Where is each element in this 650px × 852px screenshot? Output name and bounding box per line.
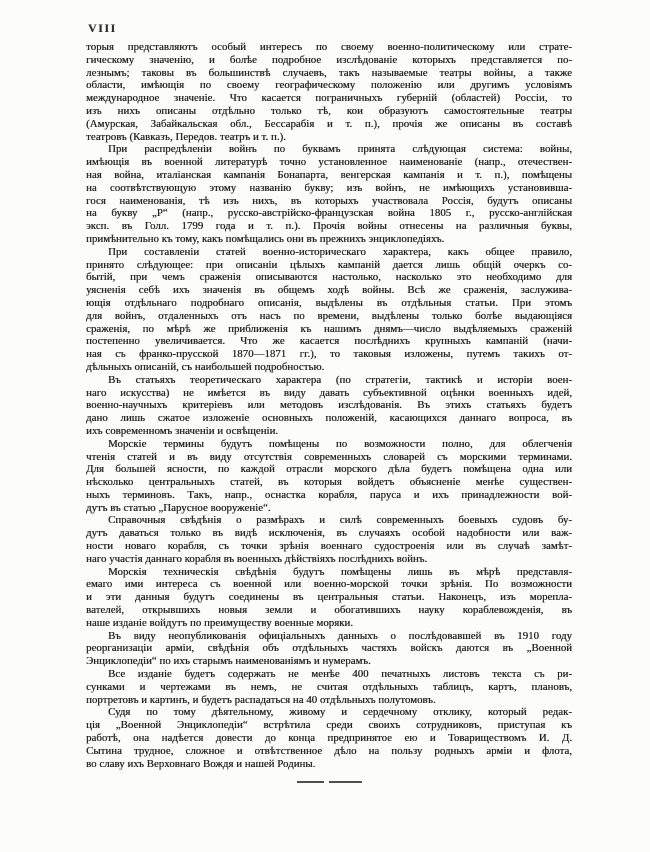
text-line: Для большей ясности, по каждой отрасли морского дѣла будетъ помѣщена одна или bbox=[86, 463, 572, 476]
text-line: ная съ франко-прусской 1870—1871 гг.), то таковыя изложены, путемъ такихъ от- bbox=[86, 348, 572, 361]
text-line: сунками и чертежами въ немъ, не считая отдѣльныхъ таблицъ, картъ, плановъ, bbox=[86, 680, 572, 693]
text-line: изъ нихъ описаны отдѣльно только тѣ, кои образуютъ самостоятельные театры bbox=[86, 104, 572, 117]
text-line: лезнымъ; таковы въ большинствѣ случаевъ, такъ называемые театры войны, а также bbox=[86, 66, 572, 79]
text-line: Судя по тому дѣятельному, живому и сердечному отклику, который редак- bbox=[108, 706, 572, 719]
text-line: дутъ въ статью „Парусное вооруженіе“. bbox=[86, 501, 271, 514]
text-line: и эти данныя будутъ соединены въ центральныя статьи. Наконецъ, изъ морепла- bbox=[86, 591, 572, 604]
text-line: Все изданіе будетъ содержать не менѣе 400 печатныхъ листовъ текста съ ри- bbox=[108, 668, 572, 681]
paragraph bbox=[86, 566, 572, 630]
text-line: уясненія себѣ ихъ значенія въ общемъ ходѣ войны. Всѣ же сраженія, заслужива- bbox=[86, 284, 572, 297]
text-line: реорганизаціи арміи, свѣдѣнія объ отдѣльныхъ частяхъ войскъ даются въ „Военной bbox=[86, 642, 572, 655]
text-line: Сытина трудное, сложное и отвѣтственное дѣло на пользу родныхъ арміи и флота, bbox=[86, 744, 572, 757]
section-divider bbox=[86, 781, 572, 783]
paragraph bbox=[86, 246, 572, 374]
text-line: Морскія техническія свѣдѣнія будутъ помѣщены лишь въ мѣрѣ представля- bbox=[108, 565, 572, 578]
text-line: постепенно увеличивается. Что же касается послѣднихъ крупныхъ кампаній (начи- bbox=[86, 335, 572, 348]
paragraph bbox=[86, 41, 572, 143]
text-line: гося наименованія, тѣ изъ нихъ, въ которыхъ участвовала Россія, будутъ описаны bbox=[86, 194, 572, 207]
text-line: ности новаго корабля, съ точки зрѣнія военнаго судостроенія или въ случаѣ замѣт- bbox=[86, 540, 572, 553]
text-line: наше изданіе войдутъ по преимуществу военные моряки. bbox=[86, 616, 354, 629]
text-line: нѣсколько центральныхъ статей, въ которыя войдетъ объясненіе менѣе существен- bbox=[86, 476, 572, 489]
text-line: гическому значенію, и болѣе подробное изслѣдованіе которыхъ представляется по- bbox=[86, 53, 572, 66]
text-line: дутъ даваться только въ видѣ исключенія, въ случаяхъ особой надобности или важ- bbox=[86, 527, 572, 540]
text-line: эксп. въ Голл. 1799 года и т. п.). Прочія войны отнесены на различныя буквы, bbox=[86, 220, 572, 233]
text-line: ющія отдѣльнаго подробнаго описанія, выдѣлены въ отдѣльныя статьи. При этомъ bbox=[86, 296, 572, 309]
text-line: ихъ современномъ значеніи и освѣщеніи. bbox=[86, 424, 279, 437]
text-line: наго участія даннаго корабля въ военныхъ дѣйствіяхъ послѣднихъ войнъ. bbox=[86, 552, 428, 565]
text-line: торыя представляютъ особый интересъ по своему военно-политическому или страте- bbox=[86, 41, 572, 53]
divider-segment bbox=[329, 781, 362, 783]
text-line: Въ статьяхъ теоретическаго характера (по стратегіи, тактикѣ и исторіи воен- bbox=[108, 373, 572, 386]
text-line: наго искусства) не имѣется въ виду давать субъективной оцѣнки военныхъ идей, bbox=[86, 386, 572, 399]
text-line: ная война, италіанская кампанія Бонапарта, венгерская кампанія и т. п.), помѣщены bbox=[86, 168, 572, 181]
text-line: примѣнительно къ тому, какъ помѣщались они въ прежнихъ энциклопедіяхъ. bbox=[86, 232, 445, 245]
text-line: дано лишь сжатое изложеніе основныхъ положеній, касающихся даннаго вопроса, въ bbox=[86, 412, 572, 425]
text-line: бытій, при чемъ сраженія описываются настолько, насколько это необходимо для bbox=[86, 271, 572, 284]
text-line: Въ виду неопубликованія офиціальныхъ данныхъ о послѣдовавшей въ 1910 году bbox=[108, 629, 572, 642]
paragraph bbox=[86, 668, 572, 706]
text-line: работѣ, она надѣется довести до конца предпринятое ею и Товариществомъ И. Д. bbox=[86, 732, 572, 745]
text-line: вателей, открывшихъ новыя земли и обогатившихъ науку кораблевожденія, въ bbox=[86, 604, 572, 617]
paragraph bbox=[86, 438, 572, 515]
text-line: для войнъ, отдаленныхъ отъ насъ по времени, выдѣлены только болѣе выдающіяся bbox=[86, 309, 572, 322]
text-line: Морскіе термины будутъ помѣщены по возможности полно, для облегченія bbox=[108, 437, 572, 450]
text-line: дѣльныхъ описаній, съ наибольшей подробностью. bbox=[86, 360, 325, 373]
text-line: Энциклопедіи“ по ихъ старымъ наименованіямъ и нумерамъ. bbox=[86, 655, 371, 668]
page-number: VIII bbox=[88, 21, 117, 35]
text-line: портретовъ и картинъ, и будетъ распадаться на 40 отдѣльныхъ полутомовъ. bbox=[86, 693, 436, 706]
paragraph bbox=[86, 143, 572, 245]
text-line: При распредѣленіи войнъ по буквамъ принята слѣдующая система: войны, bbox=[108, 143, 572, 156]
text-line: ція „Военной Энциклопедіи“ встрѣтила среди своихъ сотрудниковъ, приступая къ bbox=[86, 719, 572, 732]
text-line: Справочныя свѣдѣнія о размѣрахъ и силѣ современныхъ боевыхъ судовъ бу- bbox=[108, 514, 572, 527]
text-line: емаго ими интереса съ военной или военно-морской точки зрѣнія. По возможности bbox=[86, 578, 572, 591]
text-line: на соотвѣтствующую этому названію букву; изъ войнъ, не имѣющихъ установивша- bbox=[86, 181, 572, 194]
text-line: чтенія статей и въ виду отсутствія современныхъ словарей съ морскими терминами. bbox=[86, 450, 572, 463]
text-line: области, имѣющія по своему географическому положенію или другимъ условіямъ bbox=[86, 79, 572, 92]
text-line: ныхъ терминовъ. Такъ, напр., оснастка корабля, паруса и ихъ принадлежности вой- bbox=[86, 488, 572, 501]
paragraph bbox=[86, 514, 572, 565]
text-line: театровъ (Кавказъ, Передов. театръ и т. п.). bbox=[86, 130, 286, 143]
text-line: военно-научныхъ критеріевъ или методовъ изслѣдованія. Въ этихъ статьяхъ будетъ bbox=[86, 399, 572, 412]
paragraph bbox=[86, 630, 572, 668]
text-line: во славу ихъ Верховнаго Вождя и нашей Родины. bbox=[86, 757, 316, 770]
text-line: принято слѣдующее: при описаніи цѣлыхъ кампаній дается лишь общій очеркъ со- bbox=[86, 258, 572, 271]
text-line: сраженія, по мѣрѣ же приближенія къ нашимъ днямъ—число выдѣляемыхъ сраженій bbox=[86, 322, 572, 335]
paragraph bbox=[86, 706, 572, 770]
text-line: международное значеніе. Что касается пограничныхъ губерній (областей) Россіи, то bbox=[86, 92, 572, 105]
text-line: При составленіи статей военно-историческаго характера, какъ общее правило, bbox=[108, 245, 572, 258]
paragraph bbox=[86, 374, 572, 438]
text-line: (Амурская, Забайкальская обл., Бессарабія и т. п.), прочія же описаны въ составѣ bbox=[86, 117, 572, 130]
body-text bbox=[86, 41, 572, 783]
text-line: имѣющія въ военной литературѣ точно установленное наименованіе (напр., отечествен- bbox=[86, 156, 572, 169]
text-line: на букву „Р“ (напр., русско-австрійско-французская война 1805 г., русско-англійская bbox=[86, 207, 572, 220]
divider-segment bbox=[297, 781, 324, 783]
